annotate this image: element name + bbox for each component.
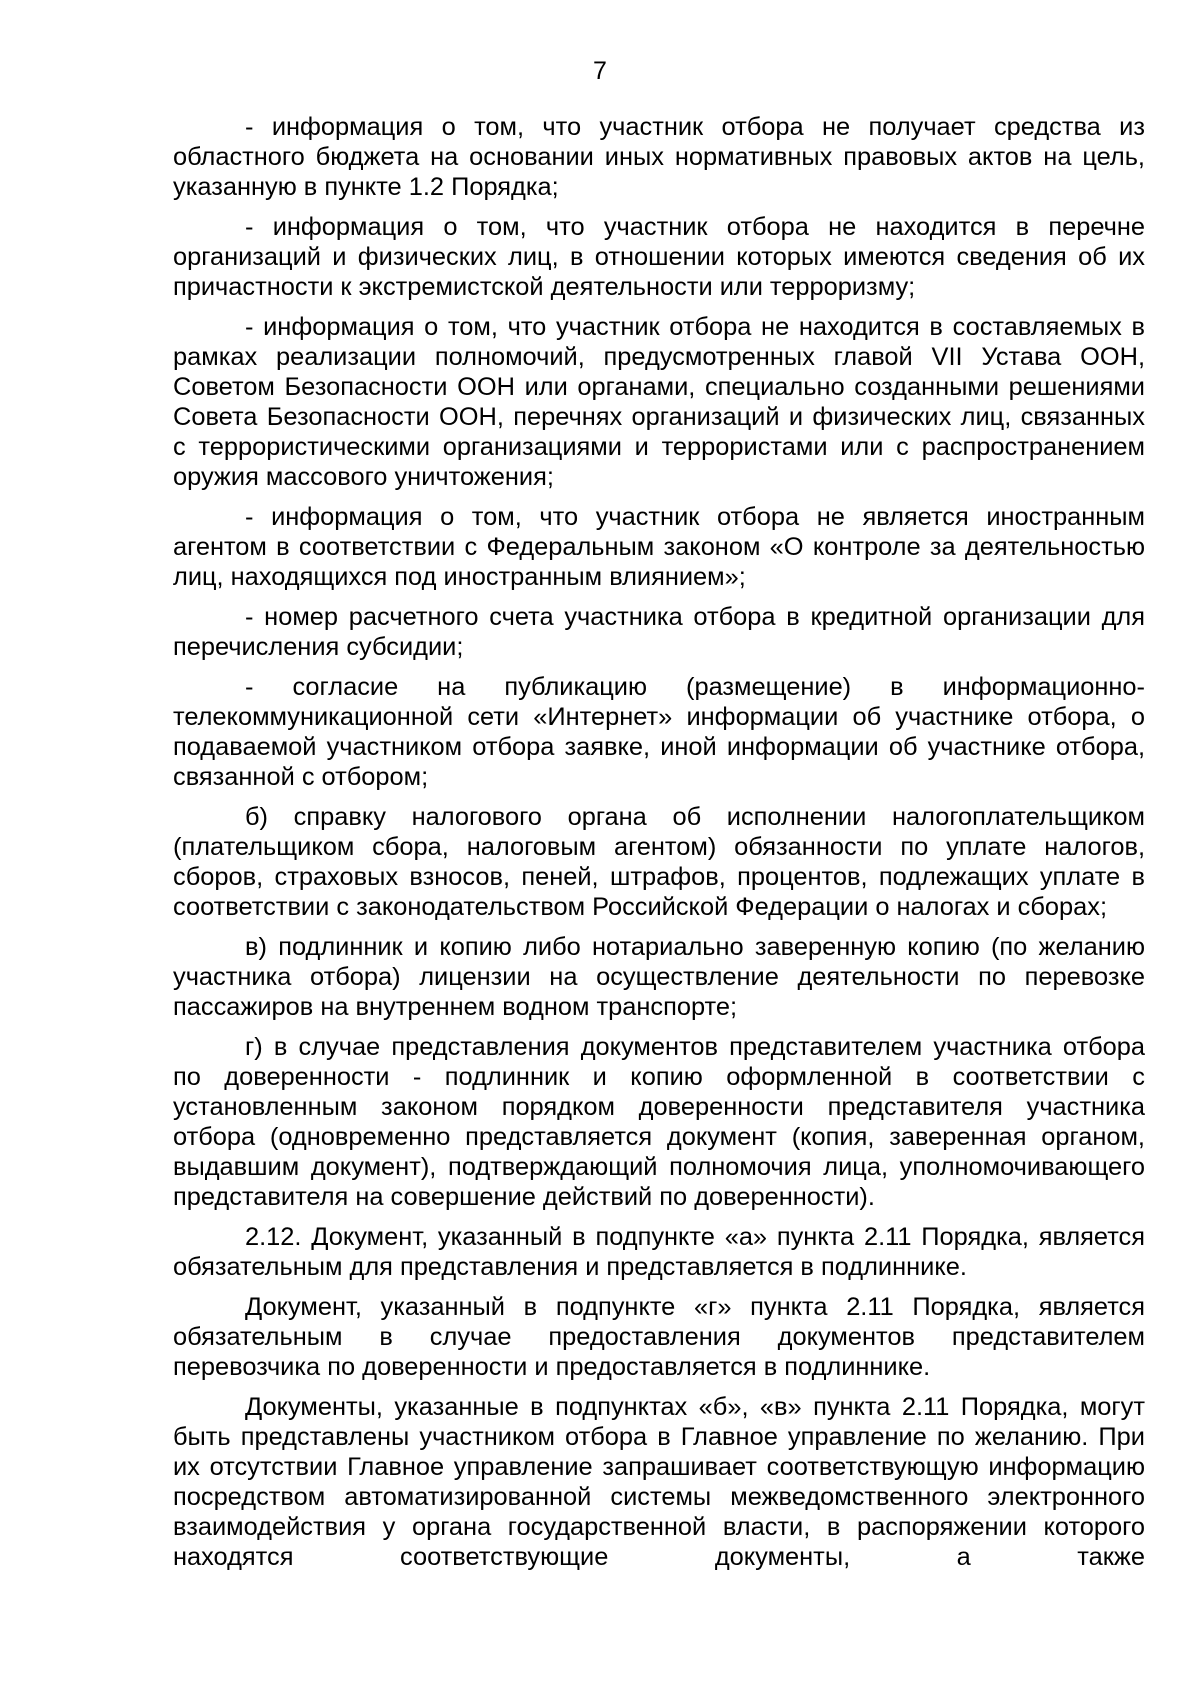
paragraph-power-of-attorney: г) в случае представления документов представителем участника отбора по доверенности - подлинник и копию оформленной в соответствии с установленным законом порядком доверенности представителя участника отбора (одновременно представляется документ (копия, заверенная органом, выдавшим документ), подтверждающий полномочия лица, уполномочивающего представителя на совершение действий по доверенности).: [173, 1033, 1145, 1211]
paragraph-info-not-in-un-lists: - информация о том, что участник отбора не находится в составляемых в рамках реализации полномочий, предусмотренных главой VII Устава ООН, Советом Безопасности ООН или органами, специально созданными решениями Совета Безопасности ООН, перечнях организаций и физических лиц, связанных с террористическими организациями и террористами или с распространением оружия массового уничтожения;: [173, 313, 1145, 491]
paragraph-info-not-foreign-agent: - информация о том, что участник отбора не является иностранным агентом в соответствии с Федеральным законом «О контроле за деятельностью лиц, находящихся под иностранным влиянием»;: [173, 503, 1145, 591]
paragraph-bank-account: - номер расчетного счета участника отбора в кредитной организации для перечисления субсидии;: [173, 603, 1145, 661]
paragraph-document-g: Документ, указанный в подпункте «г» пункта 2.11 Порядка, является обязательным в случае предоставления документов представителем перевозчика по доверенности и предоставляется в подлиннике.: [173, 1293, 1145, 1381]
paragraph-info-not-in-extremist-list: - информация о том, что участник отбора не находится в перечне организаций и физических лиц, в отношении которых имеются сведения об их причастности к экстремистской деятельности или терроризму;: [173, 213, 1145, 301]
paragraph-publication-consent: - согласие на публикацию (размещение) в информационно-телекоммуникационной сети «Интернет» информации об участнике отбора, о подаваемой участником отбора заявке, иной информации об участнике отбора, связанной с отбором;: [173, 673, 1145, 791]
paragraph-license-copy: в) подлинник и копию либо нотариально заверенную копию (по желанию участника отбора) лицензии на осуществление деятельности по перевозке пассажиров на внутреннем водном транспорте;: [173, 933, 1145, 1021]
paragraph-info-no-regional-funds: - информация о том, что участник отбора не получает средства из областного бюджета на основании иных нормативных правовых актов на цель, указанную в пункте 1.2 Порядка;: [173, 113, 1145, 201]
document-body: [173, 112, 1145, 1582]
page-number: 7: [593, 57, 607, 85]
paragraph-2-12: 2.12. Документ, указанный в подпункте «а» пункта 2.11 Порядка, является обязательным для представления и представляется в подлиннике.: [173, 1223, 1145, 1281]
paragraph-documents-b-v: Документы, указанные в подпунктах «б», «в» пункта 2.11 Порядка, могут быть представлены участником отбора в Главное управление по желанию. При их отсутствии Главное управление запрашивает соответствующую информацию посредством автоматизированной системы межведомственного электронного взаимодействия у органа государственной власти, в распоряжении которого находятся соответствующие документы, а также: [173, 1393, 1145, 1571]
paragraph-tax-certificate: б) справку налогового органа об исполнении налогоплательщиком (плательщиком сбора, налоговым агентом) обязанности по уплате налогов, сборов, страховых взносов, пеней, штрафов, процентов, подлежащих уплате в соответствии с законодательством Российской Федерации о налогах и сборах;: [173, 803, 1145, 921]
